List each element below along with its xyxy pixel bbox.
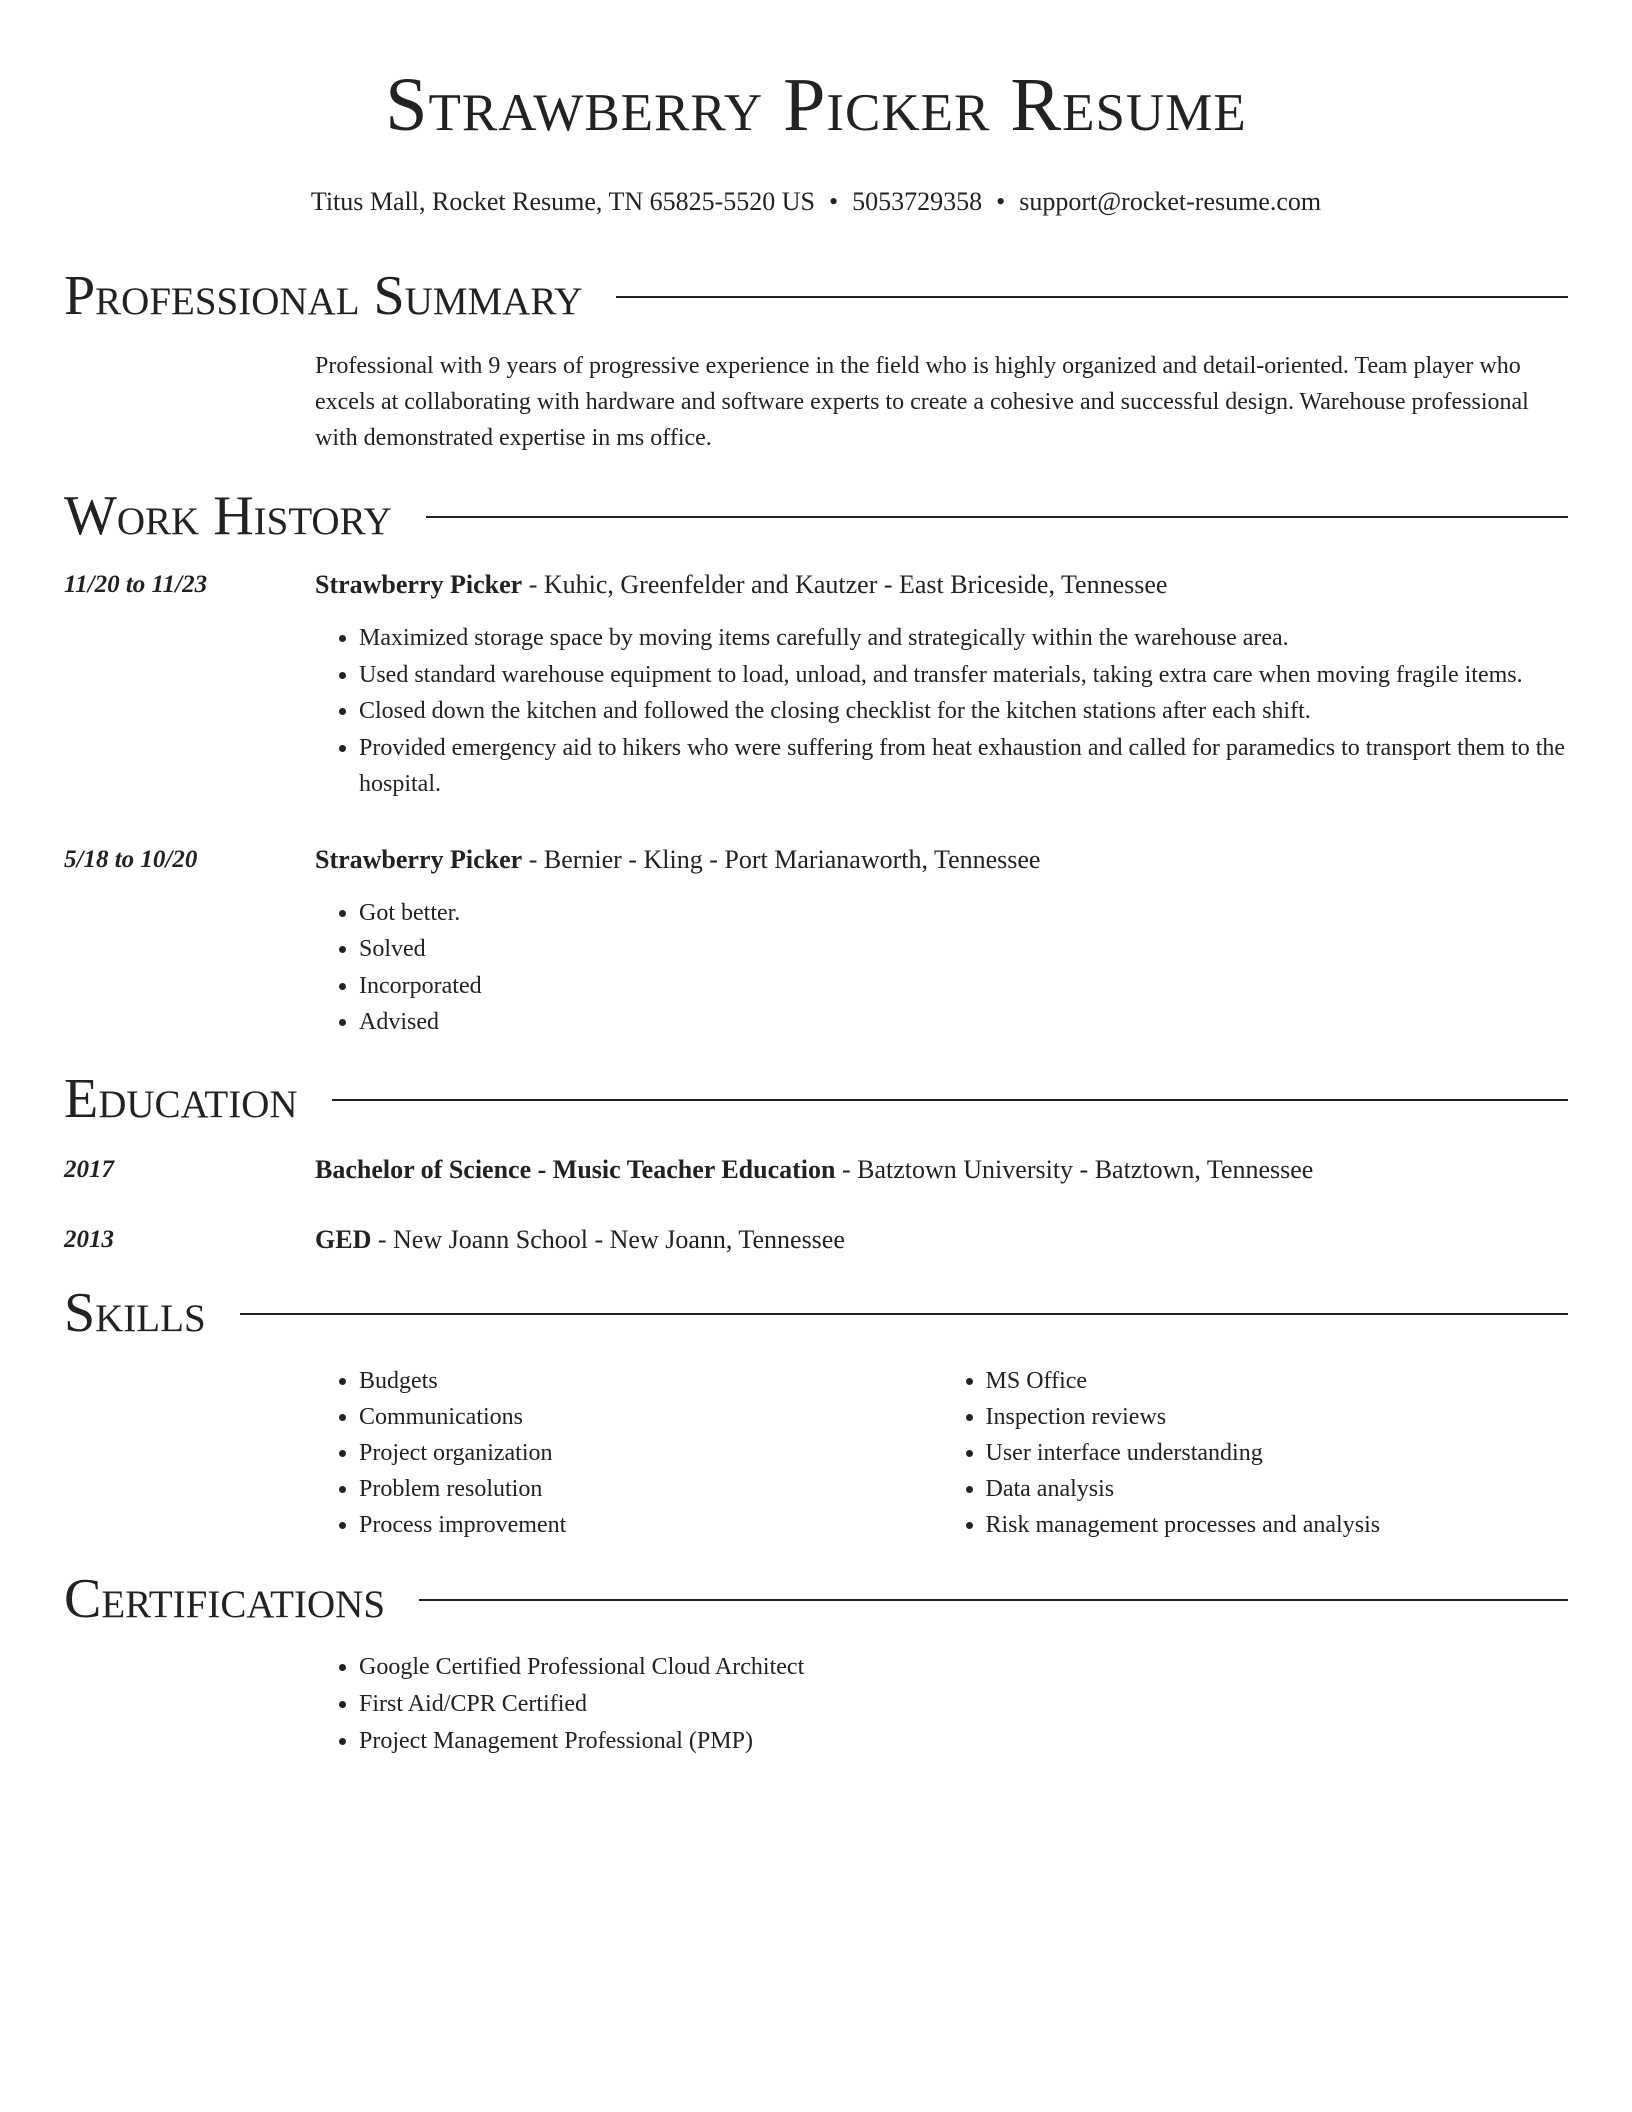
summary-section-header — [64, 264, 1568, 328]
education-body — [315, 1223, 1568, 1257]
work-section-header — [64, 484, 1568, 548]
section-divider — [419, 1599, 1568, 1601]
job-title: Strawberry Picker — [315, 844, 523, 874]
section-divider — [332, 1099, 1568, 1101]
education-year: 2017 — [64, 1155, 114, 1183]
work-entry — [64, 843, 1568, 1041]
list-item: • Communications — [359, 1399, 942, 1435]
skills-heading: Skills — [64, 1281, 206, 1344]
education-entry — [64, 1223, 1568, 1257]
section-divider — [426, 516, 1568, 518]
summary-text: Professional with 9 years of progressive experience in the field who is highly organized and detail-oriented. Team player who excels at collaborating with hardware and software experts to create a cohesive and successful design. Warehouse professional with demonstrated expertise in ms office. — [315, 353, 1529, 451]
education-body — [315, 1153, 1568, 1187]
work-heading: Work History — [64, 485, 392, 547]
certifications-list — [315, 1649, 1568, 1760]
list-item: • Project organization — [359, 1435, 942, 1471]
list-item: • Budgets — [359, 1363, 942, 1399]
list-item: • Problem resolution — [359, 1471, 942, 1507]
list-item: • Google Certified Professional Cloud Architect — [359, 1649, 1568, 1686]
section-divider — [240, 1313, 1568, 1315]
list-item: • Project Management Professional (PMP) — [359, 1723, 1568, 1760]
work-body — [315, 568, 1568, 803]
certifications-items — [315, 1649, 1568, 1760]
list-item: • Risk management processes and analysis — [986, 1507, 1569, 1543]
resume-title: Strawberry Picker Resume — [385, 63, 1247, 147]
section-divider — [616, 296, 1568, 298]
certifications-heading: Certifications — [64, 1567, 386, 1630]
education-entry — [64, 1153, 1568, 1187]
skills-list — [315, 1363, 1568, 1543]
work-dates: 5/18 to 10/20 — [64, 845, 198, 873]
work-dates: 11/20 to 11/23 — [64, 571, 208, 598]
list-item: • Incorporated — [359, 968, 1568, 1005]
education-section-header — [64, 1067, 1568, 1131]
list-item: • Solved — [359, 931, 1568, 968]
education-heading: Education — [64, 1067, 298, 1130]
summary-heading: Professional Summary — [64, 265, 583, 327]
work-body — [315, 843, 1568, 1041]
school-details: - New Joann School - New Joann, Tennessee — [371, 1224, 845, 1254]
contact-address: Titus Mall, Rocket Resume, TN 65825-5520 US — [310, 187, 815, 216]
education-year: 2013 — [64, 1225, 114, 1253]
certifications-section-header — [64, 1567, 1568, 1631]
contact-phone: 5053729358 — [852, 187, 983, 216]
skills-column-right — [942, 1363, 1569, 1543]
list-item: • Used standard warehouse equipment to load, unload, and transfer materials, taking extra care when moving fragile items. — [359, 657, 1568, 694]
list-item: • Inspection reviews — [986, 1399, 1569, 1435]
list-item: • Closed down the kitchen and followed the closing checklist for the kitchen stations after each shift. — [359, 693, 1568, 730]
list-item: • User interface understanding — [986, 1435, 1569, 1471]
degree: GED — [315, 1224, 372, 1254]
contact-separator: • — [829, 187, 839, 216]
school-details: - Batztown University - Batztown, Tennessee — [835, 1154, 1314, 1184]
job-details: - Bernier - Kling - Port Marianaworth, Tennessee — [522, 844, 1041, 874]
job-details: - Kuhic, Greenfelder and Kautzer - East Briceside, Tennessee — [522, 570, 1168, 599]
list-item: • Data analysis — [986, 1471, 1569, 1507]
work-heading-line — [315, 568, 1568, 602]
skills-column-left — [315, 1363, 942, 1543]
list-item: • Process improvement — [359, 1507, 942, 1543]
education-line — [315, 1153, 1568, 1187]
contact-email: support@rocket-resume.com — [1019, 187, 1322, 216]
list-item: • Advised — [359, 1004, 1568, 1041]
work-heading-line — [315, 843, 1568, 877]
list-item: • Maximized storage space by moving items carefully and strategically within the warehouse area. — [359, 620, 1568, 657]
skills-section-header — [64, 1281, 1568, 1345]
job-bullets — [315, 620, 1568, 803]
job-bullets — [315, 895, 1568, 1041]
list-item: • First Aid/CPR Certified — [359, 1686, 1568, 1723]
list-item: • Got better. — [359, 895, 1568, 932]
contact-separator: • — [996, 187, 1006, 216]
degree: Bachelor of Science - Music Teacher Education — [315, 1154, 836, 1184]
work-entry — [64, 568, 1568, 803]
education-line — [315, 1223, 1568, 1257]
list-item: • MS Office — [986, 1363, 1569, 1399]
list-item: • Provided emergency aid to hikers who were suffering from heat exhaustion and called for paramedics to transport them to the hospital. — [359, 730, 1568, 803]
job-title: Strawberry Picker — [315, 570, 523, 599]
contact-line — [64, 186, 1568, 218]
